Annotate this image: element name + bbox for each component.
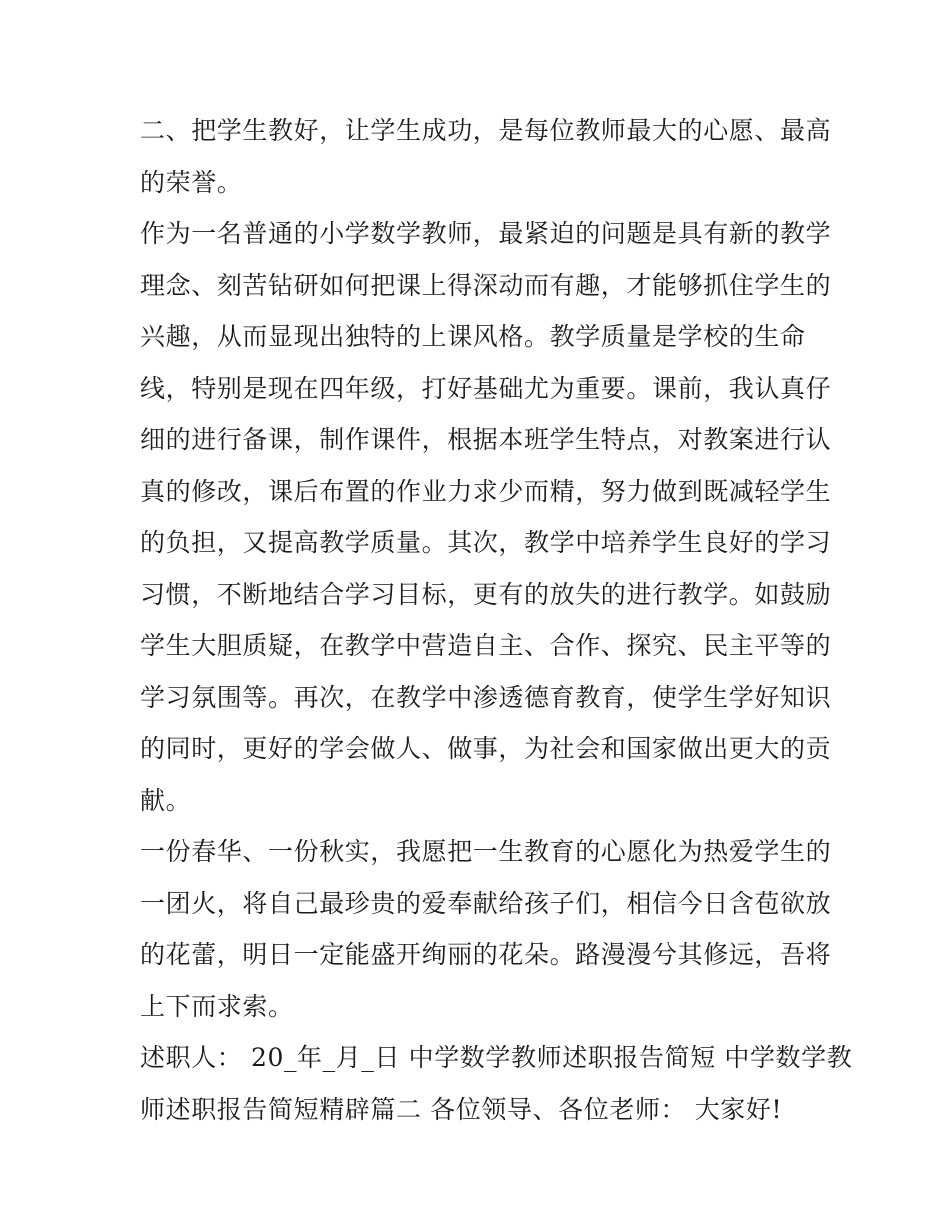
text-line: 线，特别是现在四年级，打好基础尤为重要。课前，我认真仔 [140, 373, 832, 403]
text-line: 的花蕾，明日一定能盛开绚丽的花朵。路漫漫兮其修远，吾将 [140, 940, 832, 969]
text-line: 的荣誉。 [140, 167, 243, 197]
text-line: 的同时，更好的学会做人、做事，为社会和国家做出更大的贡 [140, 734, 832, 763]
text-line: 上下而求索。 [140, 991, 294, 1021]
text-line: 作为一名普通的小学数学教师，最紧迫的问题是具有新的教学 [140, 219, 832, 248]
text-line: 真的修改，课后布置的作业力求少而精，努力做到既减轻学生 [140, 476, 832, 506]
text-line: 献。 [140, 785, 192, 815]
text-line: 二、把学生教好，让学生成功，是每位教师最大的心愿、最高 [140, 116, 832, 145]
text-line: 的负担，又提高教学质量。其次，教学中培养学生良好的学习 [140, 528, 832, 557]
text-line: 一团火，将自己最珍贵的爱奉献给孩子们，相信今日含苞欲放 [140, 888, 832, 918]
text-line: 细的进行备课，制作课件，根据本班学生特点，对教案进行认 [140, 425, 832, 454]
text-line: 师述职报告简短精辟篇二 各位领导、各位老师： 大家好! [140, 1094, 783, 1124]
document-page [140, 105, 853, 1135]
text-line: 习惯，不断地结合学习目标，更有的放失的进行教学。如鼓励 [140, 579, 832, 609]
text-line: 理念、刻苦钻研如何把课上得深动而有趣，才能够抓住学生的 [140, 270, 832, 300]
text-line: 兴趣，从而显现出独特的上课风格。教学质量是学校的生命 [140, 322, 806, 351]
text-line: 学习氛围等。再次，在教学中渗透德育教育，使学生学好知识 [140, 682, 832, 712]
text-line: 学生大胆质疑，在教学中营造自主、合作、探究、民主平等的 [140, 631, 832, 660]
text-line: 述职人： 20_年_月_日 中学数学教师述职报告简短 中学数学教 [140, 1043, 853, 1072]
text-line: 一份春华、一份秋实，我愿把一生教育的心愿化为热爱学生的 [140, 837, 832, 866]
